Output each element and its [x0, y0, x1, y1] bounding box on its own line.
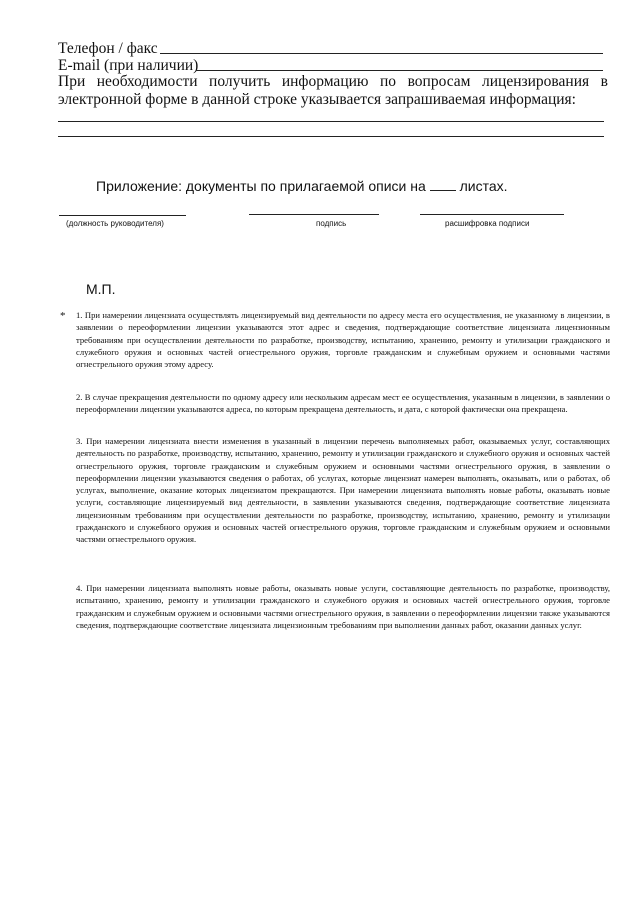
info-request-field-line-2[interactable]: [58, 136, 604, 137]
sheet-count-field[interactable]: [430, 178, 456, 191]
position-caption: (должность руководителя): [66, 219, 164, 228]
footnote-item-4: 4. При намерении лицензиата выполнять новые работы, оказывать новые услуги, составляющие деятельность по разработке, производству, испытанию, хранению, ремонту и утилизации гражданского и служебного оружия и основных частей огнестрельного оружия, торговле гражданским и служебным оружием и основными частями огнестрельного оружия, в заявлении о переоформлении лицензии также указываются сведения, подтверждающие соответствие лицензиата лицензионным требованиям при выполнении данных работ, оказании данных услуг.: [76, 583, 610, 630]
position-line[interactable]: [59, 215, 186, 216]
signature-decoding-caption: расшифровка подписи: [445, 219, 530, 228]
signature-caption: подпись: [316, 219, 347, 228]
signature-line[interactable]: [249, 214, 379, 215]
email-label: E-mail (при наличии): [58, 57, 199, 74]
appendix-sheets-label: листах.: [459, 178, 508, 194]
info-request-instructions: При необходимости получить информацию по вопросам лицензирования в электронной форме в данной строке указывается запрашиваемая информация:: [58, 73, 608, 108]
appendix-text: Приложение: документы по прилагаемой описи на: [96, 178, 426, 194]
appendix-line: [96, 178, 508, 194]
stamp-label: М.П.: [86, 281, 116, 297]
phone-fax-label: Телефон / факс: [58, 40, 158, 57]
footnote-item-3: 3. При намерении лицензиата внести изменения в указанный в лицензии перечень выполняемых работ, оказываемых услуг, составляющих деятельность по разработке, производству, испытанию, хранению, ремонту и утилизации гражданского и служебного оружия и основных частей огнестрельного оружия, торговле гражданским и служебным оружием и основными частями огнестрельного оружия, в заявлении о переоформлении лицензии указываются сведения о работах, об услугах, которые лицензиат намерен выполнять, оказывать, или о работах, об услугах, выполнение, оказание которых лицензиатом прекращаются. При намерении лицензиата выполнять новые работы, оказывать новые услуги, составляющие лицензируемый вид деятельности, в заявлении указываются сведения, подтверждающие соответствие лицензиата лицензионным требованиям при осуществлении деятельности по разработке, производству, испытанию, хранению, ремонту и утилизации гражданского и служебного оружия и основных частей огнестрельного оружия, торговле гражданским и служебным оружием и основными частями огнестрельного оружия.: [76, 436, 610, 545]
footnote-marker: *: [60, 310, 66, 322]
phone-fax-field[interactable]: [160, 53, 603, 54]
signature-decoding-line[interactable]: [420, 214, 564, 215]
footnote-item-2: 2. В случае прекращения деятельности по одному адресу или нескольким адресам мест ее осуществления, указанным в лицензии, в заявлении о переоформлении лицензии указываются адреса, по которым прекращена деятельность, и дата, с которой фактически она прекращена.: [76, 392, 610, 415]
email-field[interactable]: [196, 70, 603, 71]
footnote-item-1: 1. При намерении лицензиата осуществлять лицензируемый вид деятельности по адресу места его осуществления, не указанному в лицензии, в заявлении о переоформлении лицензии указываются этот адрес и сведения, подтверждающие соответствие лицензиата лицензионным требованиям при осуществлении деятельности по разработке, производству, испытанию, хранению, ремонту и утилизации гражданского и служебного оружия и основных частей огнестрельного оружия, торговле гражданским и служебным оружием и основными частями огнестрельного оружия этому адресу.: [76, 310, 610, 370]
info-request-field-line-1[interactable]: [58, 121, 604, 122]
